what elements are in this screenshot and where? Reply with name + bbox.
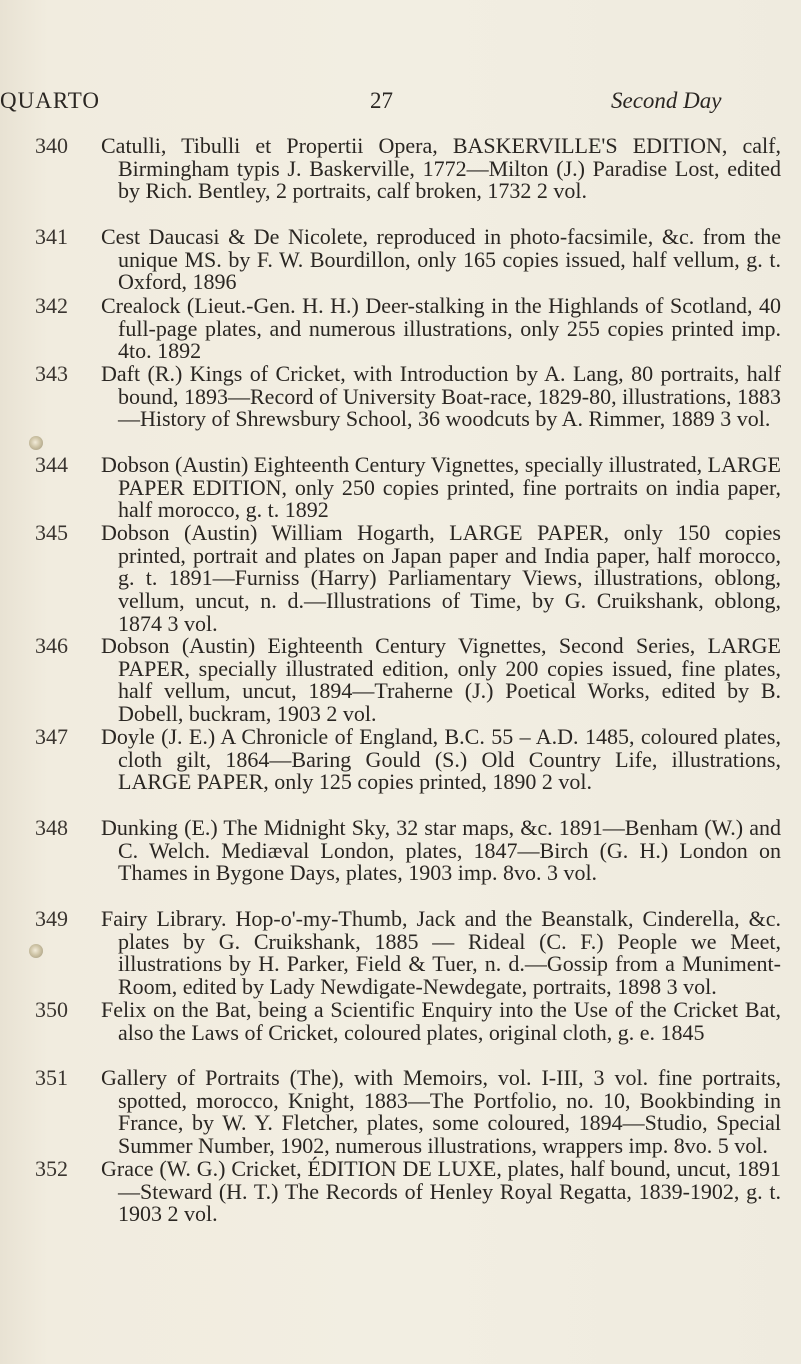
lot-number: 348 <box>35 815 68 840</box>
lot-entry <box>0 726 781 794</box>
lot-entry <box>0 135 781 203</box>
lot-entry <box>0 226 781 294</box>
lot-number: 350 <box>35 997 68 1022</box>
lot-number: 343 <box>35 361 68 386</box>
lot-number: 352 <box>35 1156 68 1181</box>
lot-description: Gallery of Portraits (The), with Memoirs, vol. I-III, 3 vol. fine portraits, spotted, morocco, Knight, 1883—The Portfolio, no. 10, Bookbinding in France, by W. Y. Fletcher, plates, some coloured, 1894—Studio, Special Summer Number, 1902, numerous illustrations, wrappers imp. 8vo. 5 vol. <box>101 1065 781 1159</box>
lot-entry <box>0 635 781 726</box>
lot-description: Dobson (Austin) Eighteenth Century Vignettes, specially illustrated, LARGE PAPER EDITION, only 250 copies printed, fine portraits on india paper, half morocco, g. t. 1892 <box>101 452 781 523</box>
lot-entry <box>0 295 781 363</box>
running-head-sale-day: Second Day <box>611 88 722 113</box>
running-head-format: QUARTO <box>0 88 101 113</box>
lot-description: Dobson (Austin) William Hogarth, LARGE PAPER, only 150 copies printed, portrait and plates on Japan paper and India paper, half morocco, g. t. 1891—Furniss (Harry) Parliamentary Views, illustrations, oblong, vellum, uncut, n. d.—Illustrations of Time, by G. Cruikshank, oblong, 1874 3 vol. <box>101 520 781 636</box>
lot-number: 340 <box>35 133 68 158</box>
lot-entry <box>0 817 781 885</box>
lot-number: 345 <box>35 520 68 545</box>
lot-entry <box>0 522 781 636</box>
binding-hole-top <box>29 436 43 450</box>
lot-entry <box>0 908 781 999</box>
lot-description: Crealock (Lieut.-Gen. H. H.) Deer-stalking in the Highlands of Scotland, 40 full-page plates, and numerous illustrations, only 255 copies printed imp. 4to. 1892 <box>101 293 781 364</box>
page-number: 27 <box>370 88 393 113</box>
lot-description: Daft (R.) Kings of Cricket, with Introduction by A. Lang, 80 portraits, half bound, 1893—Record of University Boat-race, 1829-80, illustrations, 1883—History of Shrewsbury School, 36 woodcuts by A. Rimmer, 1889 3 vol. <box>101 361 781 432</box>
lot-description: Grace (W. G.) Cricket, ÉDITION DE LUXE, plates, half bound, uncut, 1891—Steward (H. T.) The Records of Henley Royal Regatta, 1839-1902, g. t. 1903 2 vol. <box>101 1156 781 1227</box>
lot-description: Catulli, Tibulli et Propertii Opera, BASKERVILLE'S EDITION, calf, Birmingham typis J. Baskerville, 1772—Milton (J.) Paradise Lost, edited by Rich. Bentley, 2 portraits, calf broken, 1732 2 vol. <box>101 133 781 204</box>
lot-entry <box>0 1067 781 1158</box>
lot-entry <box>0 999 781 1044</box>
lot-number: 342 <box>35 293 68 318</box>
lot-number: 344 <box>35 452 68 477</box>
lot-description: Cest Daucasi & De Nicolete, reproduced in photo-facsimile, &c. from the unique MS. by F. W. Bourdillon, only 165 copies issued, half vellum, g. t. Oxford, 1896 <box>101 224 781 295</box>
lot-description: Dobson (Austin) Eighteenth Century Vignettes, Second Series, LARGE PAPER, specially illustrated edition, only 200 copies issued, fine plates, half vellum, uncut, 1894—Traherne (J.) Poetical Works, edited by B. Dobell, buckram, 1903 2 vol. <box>101 633 781 727</box>
lot-description: Felix on the Bat, being a Scientific Enquiry into the Use of the Cricket Bat, also the Laws of Cricket, coloured plates, original cloth, g. e. 1845 <box>101 997 781 1045</box>
lot-entry <box>0 363 781 431</box>
running-head <box>0 88 801 118</box>
lot-number: 346 <box>35 633 68 658</box>
lot-description: Doyle (J. E.) A Chronicle of England, B.C. 55 – A.D. 1485, coloured plates, cloth gilt, 1864—Baring Gould (S.) Old Country Life, illustrations, LARGE PAPER, only 125 copies printed, 1890 2 vol. <box>101 724 781 795</box>
lot-number: 341 <box>35 224 68 249</box>
lot-number: 351 <box>35 1065 68 1090</box>
lot-number: 347 <box>35 724 68 749</box>
lot-number: 349 <box>35 906 68 931</box>
lot-entry <box>0 1158 781 1226</box>
lot-entry <box>0 454 781 522</box>
lot-description: Dunking (E.) The Midnight Sky, 32 star maps, &c. 1891—Benham (W.) and C. Welch. Mediæval London, plates, 1847—Birch (G. H.) London on Thames in Bygone Days, plates, 1903 imp. 8vo. 3 vol. <box>101 815 781 886</box>
lot-description: Fairy Library. Hop-o'-my-Thumb, Jack and the Beanstalk, Cinderella, &c. plates by G. Cruikshank, 1885 — Rideal (C. F.) People we Meet, illustrations by H. Parker, Field & Tuer, n. d.—Gossip from a Muniment-Room, edited by Lady Newdigate-Newdegate, portraits, 1898 3 vol. <box>101 906 781 1000</box>
